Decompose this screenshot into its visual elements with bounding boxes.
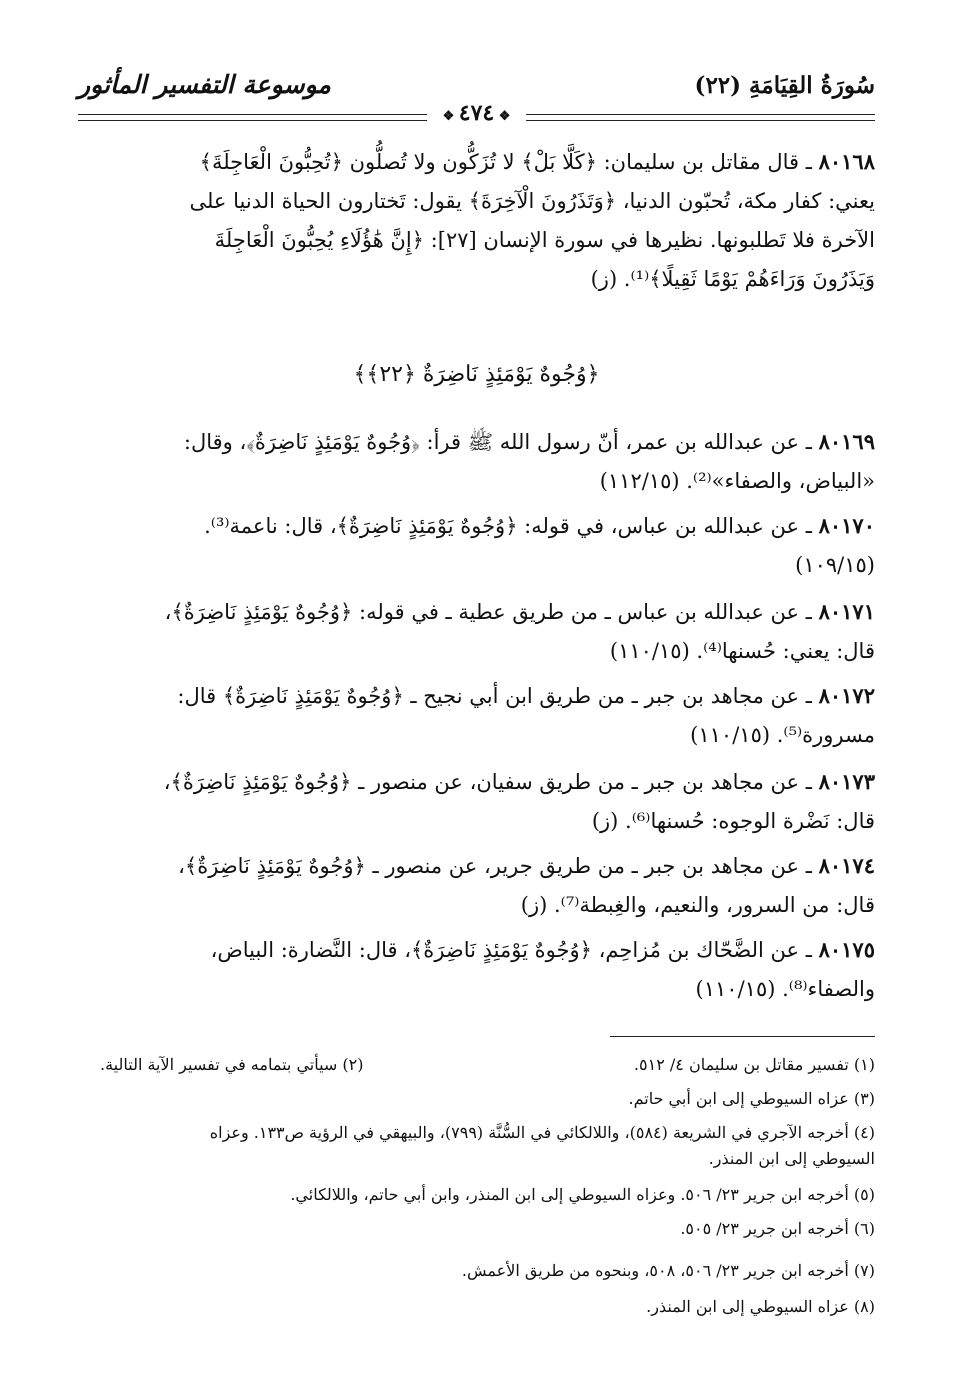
ornament-icon: ❖ [494,109,511,124]
footnote-separator [610,1036,875,1037]
ornament-icon: ❖ [442,109,459,124]
entry-number: ٨٠١٦٨ [818,149,875,174]
entry-line: الآخرة فلا تَطلبونها. نظيرها في سورة الإنسان [٢٧]: ﴿إِنَّ هَٰؤُلَاءِ يُحِبُّونَ الْعَاجِلَةَ [214,228,875,252]
entry-number: ٨٠١٧٤ [818,853,875,878]
book-title: موسوعة التفسير المأثور [78,70,331,99]
entry-80172: ٨٠١٧٢ ـ عن مجاهد بن جبر ـ من طريق ابن أبي نجيح ـ ﴿وُجُوهٌ يَوْمَئِذٍ نَاضِرَةٌ﴾ قال: مسرورة⁽⁵⁾. (١١٠/١٥) [177,683,875,747]
entry-line: يعني: كفار مكة، تُحبّون الدنيا، ﴿وَتَذَرُونَ الْآخِرَةَ﴾ يقول: تَختارون الحياة الدنيا على [189,189,875,213]
entry-80174: ٨٠١٧٤ ـ عن مجاهد بن جبر ـ من طريق جرير، عن منصور ـ ﴿وُجُوهٌ يَوْمَئِذٍ نَاضِرَةٌ﴾، قال: من السرور، والنعيم، والغِبطة⁽⁷⁾. (ز) [178,853,875,917]
entry-number: ٨٠١٦٩ [818,429,875,454]
entry-80169: ٨٠١٦٩ ـ عن عبدالله بن عمر، أنّ رسول الله ﷺ قرأ: ﴿وُجُوهٌ يَوْمَئِذٍ نَاضِرَةٌ﴾، وقال: «البياض، والصفاء»⁽²⁾. (١١٢/١٥) [183,429,875,493]
page-number: ❖ ٤٧٤ ❖ [427,100,527,126]
footnote-3: (٣) عزاه السيوطي إلى ابن أبي حاتم. [628,1089,875,1108]
footnote-7: (٧) أخرجه ابن جرير ٢٣/ ٥٠٦، ٥٠٨، وبنحوه من طريق الأعمش. [461,1261,875,1280]
entry-80170: ٨٠١٧٠ ـ عن عبدالله بن عباس، في قوله: ﴿وُجُوهٌ يَوْمَئِذٍ نَاضِرَةٌ﴾، قال: ناعمة⁽³⁾. (١٠٩/١٥) [204,513,875,577]
entry-number: ٨٠١٧٠ [818,513,875,538]
entry-line: وَيَذَرُونَ وَرَاءَهُمْ يَوْمًا ثَقِيلًا﴾⁽¹⁾. (ز) [590,267,875,291]
entry-line: ٨٠١٦٨ ـ قال مقاتل بن سليمان: ﴿كَلَّا بَلْ﴾ لا تُزَكُّون ولا تُصلُّون ﴿تُحِبُّونَ الْعَاجِلَةَ﴾ [199,149,875,174]
surah-title: سُورَةُ القِيَامَةِ (٢٢) [694,72,875,99]
entry-80171: ٨٠١٧١ ـ عن عبدالله بن عباس ـ من طريق عطية ـ في قوله: ﴿وُجُوهٌ يَوْمَئِذٍ نَاضِرَةٌ﴾، قال: يعني: حُسنها⁽⁴⁾. (١١٠/١٥) [164,599,875,663]
entry-number: ٨٠١٧٥ [818,937,875,962]
verse-heading: ﴿وُجُوهٌ يَوْمَئِذٍ نَاضِرَةٌ ﴿٢٢﴾﴾ [353,362,600,387]
entry-80173: ٨٠١٧٣ ـ عن مجاهد بن جبر ـ من طريق سفيان، عن منصور ـ ﴿وُجُوهٌ يَوْمَئِذٍ نَاضِرَةٌ﴾، قال: نَضْرة الوجوه: حُسنها⁽⁶⁾. (ز) [163,769,875,833]
entry-number: ٨٠١٧١ [818,599,875,624]
entry-number: ٨٠١٧٣ [818,769,875,794]
footnote-8: (٨) عزاه السيوطي إلى ابن المنذر. [646,1297,875,1316]
footnote-4: (٤) أخرجه الآجري في الشريعة (٥٨٤)، واللالكائي في السُّنَّة (٧٩٩)، والبيهقي في الرؤية ص١٣٣. وعزاه السيوطي إلى ابن المنذر. [209,1123,875,1168]
footnote-6: (٦) أخرجه ابن جرير ٢٣/ ٥٠٥. [680,1219,875,1238]
footnote-5: (٥) أخرجه ابن جرير ٢٣/ ٥٠٦. وعزاه السيوطي إلى ابن المنذر، وابن أبي حاتم، واللالكائي. [290,1185,875,1204]
entry-number: ٨٠١٧٢ [818,683,875,708]
entry-80175: ٨٠١٧٥ ـ عن الضَّحّاك بن مُزاحِم، ﴿وُجُوهٌ يَوْمَئِذٍ نَاضِرَةٌ﴾، قال: النَّضارة: البياض، والصفاء⁽⁸⁾. (١١٠/١٥) [210,937,875,1001]
entry-80168 [78,142,875,299]
footnote-2: (٢) سيأتي بتمامه في تفسير الآية التالية. [100,1055,364,1074]
footnote-1: (١) تفسير مقاتل بن سليمان ٤/ ٥١٢. [633,1055,875,1074]
